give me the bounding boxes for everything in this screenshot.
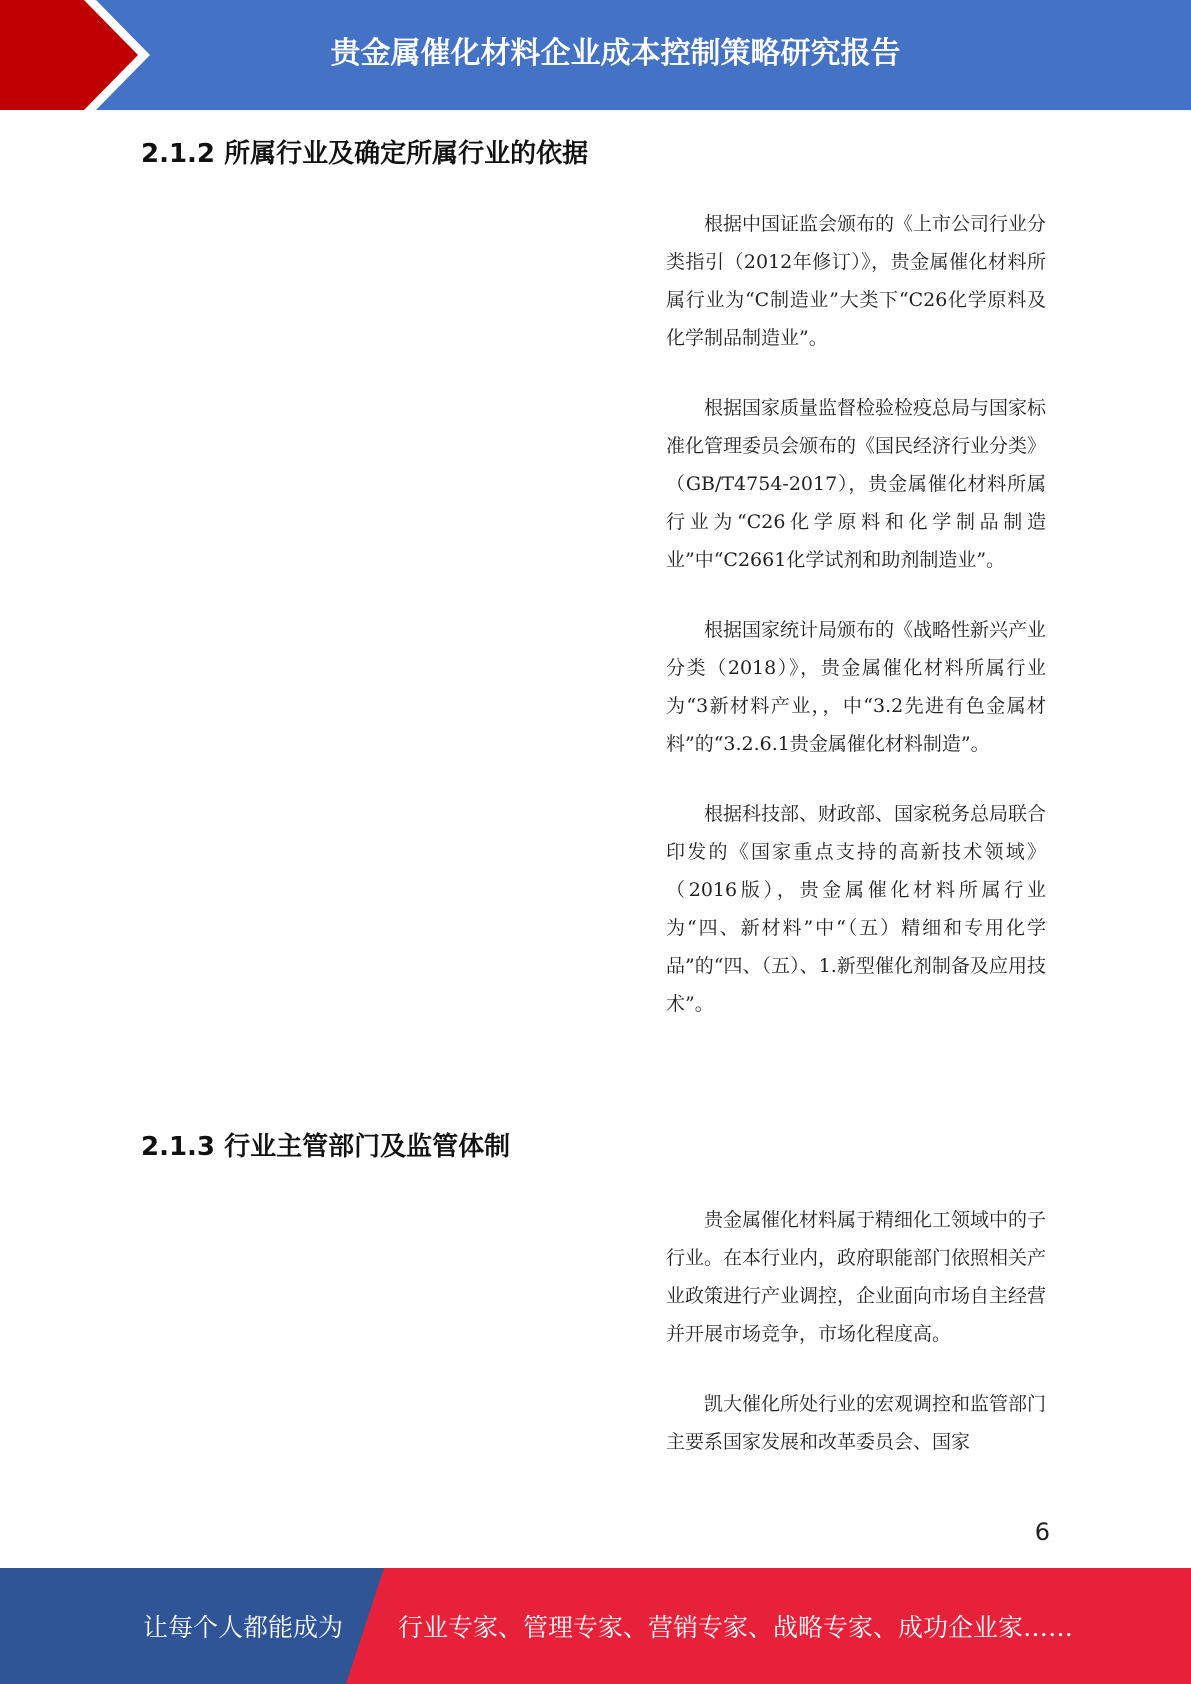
paragraph: 根据国家质量监督检验检疫总局与国家标准化管理委员会颁布的《国民经济行业分类》（GB/T4754-2017），贵金属催化材料所属行业为“C26化学原料和化学制品制造业”中“C2661化学试剂和助剂制造业”。 bbox=[666, 397, 1047, 571]
page-number: 6 bbox=[1034, 1518, 1050, 1546]
section-body bbox=[666, 205, 1046, 1055]
header-title: 贵金属催化材料企业成本控制策略研究报告 bbox=[330, 36, 901, 71]
page-header bbox=[0, 0, 1191, 110]
paragraph: 凯大催化所处行业的宏观调控和监管部门主要系国家发展和改革委员会、国家 bbox=[666, 1393, 1047, 1453]
page-footer bbox=[0, 1568, 1191, 1684]
footer-slogan-left: 让每个人都能成为 bbox=[143, 1613, 344, 1642]
paragraph: 贵金属催化材料属于精细化工领域中的子行业。在本行业内，政府职能部门依照相关产业政策进行产业调控，企业面向市场自主经营并开展市场竞争，市场化程度高。 bbox=[666, 1209, 1047, 1345]
section-body bbox=[666, 1201, 1046, 1493]
footer-slogan-right: 行业专家、管理专家、营销专家、战略专家、成功企业家…… bbox=[398, 1613, 1074, 1642]
paragraph: 根据国家统计局颁布的《战略性新兴产业分类（2018）》，贵金属催化材料所属行业为“3新材料产业，，中“3.2先进有色金属材料”的“3.2.6.1贵金属催化材料制造”。 bbox=[666, 619, 1047, 755]
paragraph: 根据科技部、财政部、国家税务总局联合印发的《国家重点支持的高新技术领域》（2016版），贵金属催化材料所属行业为“四、新材料”中“（五）精细和专用化学品”的“四、（五）、1.新型催化剂制备及应用技术”。 bbox=[666, 803, 1047, 1015]
section-heading: 2.1.3 行业主管部门及监管体制 bbox=[141, 1132, 511, 1162]
section-heading: 2.1.2 所属行业及确定所属行业的依据 bbox=[141, 139, 589, 169]
paragraph: 根据中国证监会颁布的《上市公司行业分类指引（2012年修订）》，贵金属催化材料所属行业为“C制造业”大类下“C26化学原料及化学制品制造业”。 bbox=[666, 213, 1047, 349]
